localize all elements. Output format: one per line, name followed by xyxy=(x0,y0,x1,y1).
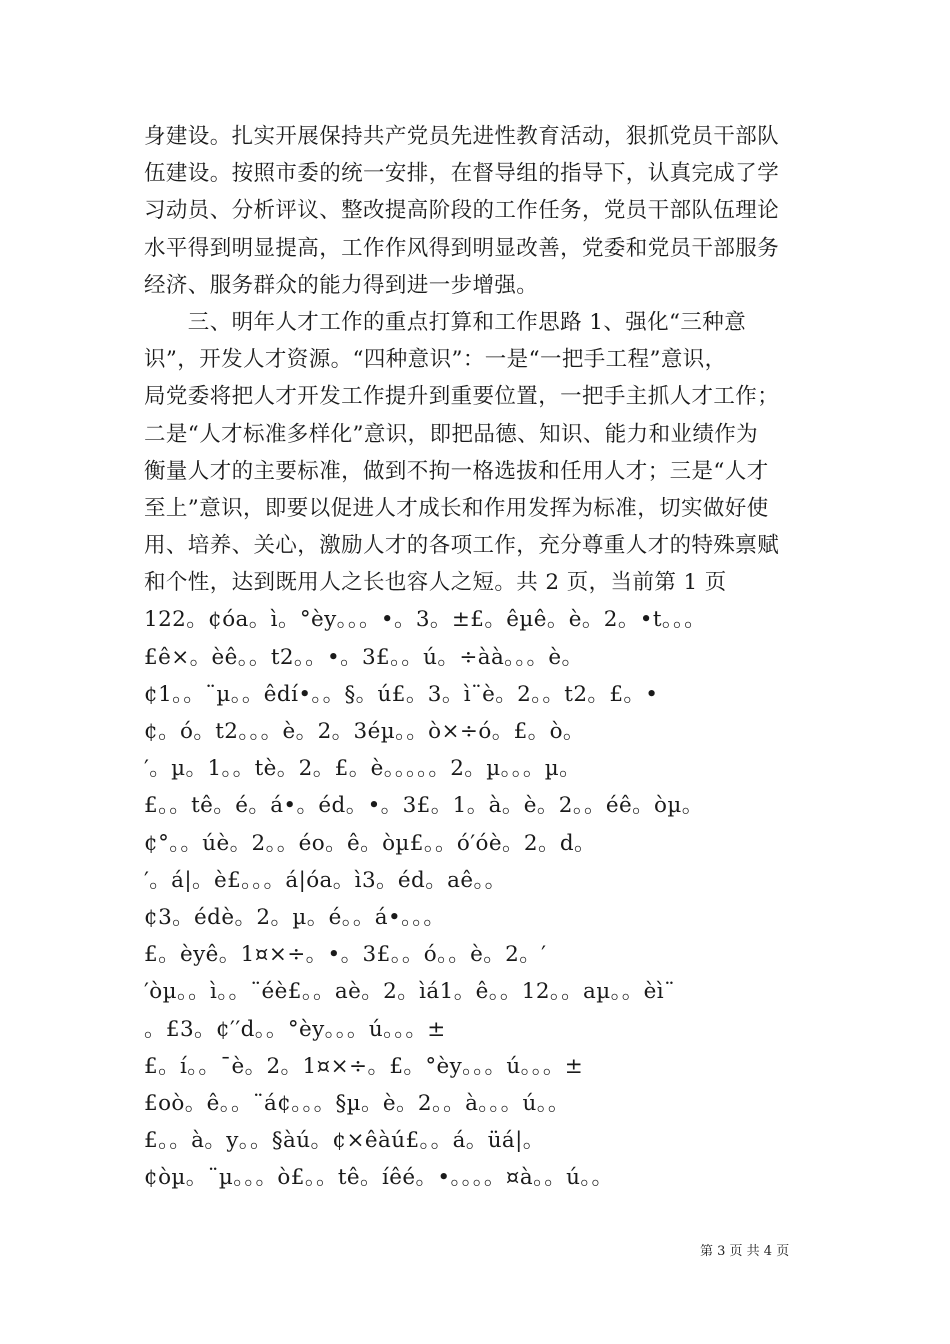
garbled-line: 。£3。¢′′d。。°èy。。。ú。。。± xyxy=(144,1016,446,1042)
garbled-line: ¢°。。úè。2。。éo。ê。òµ£。。ó′óè。2。d。 xyxy=(144,830,596,856)
text-line: 二是“人才标准多样化”意识，即把品德、知识、能力和业绩作为 xyxy=(144,421,759,447)
garbled-line: ¢1。。¨µ。。êdí•。。§。ú£。3。ì¨è。2。。t2。£。• xyxy=(144,681,659,707)
garbled-line: ¢。ó。t2。。。è。2。3éµ。。ò×÷ó。£。ò。 xyxy=(144,719,585,744)
text-line: 至上”意识，即要以促进人才成长和作用发挥为标准，切实做好使 xyxy=(144,495,769,521)
text-line: 习动员、分析评议、整改提高阶段的工作任务，党员干部队伍理论 xyxy=(144,198,780,224)
garbled-line: ′。µ。1。。tè。2。£。è。。。。。2。µ。。。µ。 xyxy=(144,756,582,782)
text-line: 和个性，达到既用人之长也容人之短。共 2 页，当前第 1 页 xyxy=(144,570,727,596)
garbled-line: ′。á|。è£。。。á|óa。ì3。éd。aê。。 xyxy=(144,867,507,893)
garbled-line: ¢òµ。¨µ。。。ò£。。tê。íêé。•。。。。¤à。。ú。。 xyxy=(144,1165,614,1191)
garbled-line: 122。¢óa。ì。°èy。。。•。3。±£。êµê。è。2。•t。。。 xyxy=(144,607,707,633)
garbled-line: £。í。。¯è。2。1¤×÷。£。°èy。。。ú。。。± xyxy=(144,1053,584,1079)
section-heading-line: 三、明年人才工作的重点打算和工作思路 1、强化“三种意 xyxy=(144,309,747,335)
text-line: 局党委将把人才开发工作提升到重要位置，一把手主抓人才工作； xyxy=(144,384,780,410)
garbled-line: £。。à。y。。§àú。¢×êàú£。。á。üá|。 xyxy=(144,1128,545,1154)
text-line: 经济、服务群众的能力得到进一步增强。 xyxy=(144,272,539,298)
garbled-line: £。èyê。1¤×÷。•。3£。。ó。。è。2。′ xyxy=(144,942,547,968)
page-number-footer: 第 3 页 共 4 页 xyxy=(700,1244,790,1259)
text-line: 识”，开发人才资源。“四种意识”：一是“一把手工程”意识， xyxy=(144,347,727,373)
garbled-line: £oò。ê。。¨á¢。。。§µ。è。2。。à。。。ú。。 xyxy=(144,1090,570,1116)
document-body xyxy=(144,118,814,1196)
garbled-line: ′òµ。。ì。。¨éè£。。aè。2。ìá1。ê。。12。。aµ。。èì¨ xyxy=(144,979,676,1005)
garbled-line: £ê×。èê。。t2。。•。3£。。ú。÷àà。。。è。 xyxy=(144,644,584,670)
text-line: 身建设。扎实开展保持共产党员先进性教育活动，狠抓党员干部队 xyxy=(144,124,780,149)
text-line: 伍建设。按照市委的统一安排，在督导组的指导下，认真完成了学 xyxy=(144,161,780,187)
garbled-line: ¢3。édè。2。µ。é。。á•。。。 xyxy=(144,904,446,930)
text-line: 衡量人才的主要标准，做到不拘一格选拔和任用人才；三是“人才 xyxy=(144,458,769,484)
text-line: 水平得到明显提高，工作作风得到明显改善，党委和党员干部服务 xyxy=(144,235,780,261)
text-line: 用、培养、关心，激励人才的各项工作，充分尊重人才的特殊禀赋 xyxy=(144,533,780,559)
garbled-line: £。。tê。é。á•。éd。•。3£。1。à。è。2。。éê。òµ。 xyxy=(144,793,704,819)
